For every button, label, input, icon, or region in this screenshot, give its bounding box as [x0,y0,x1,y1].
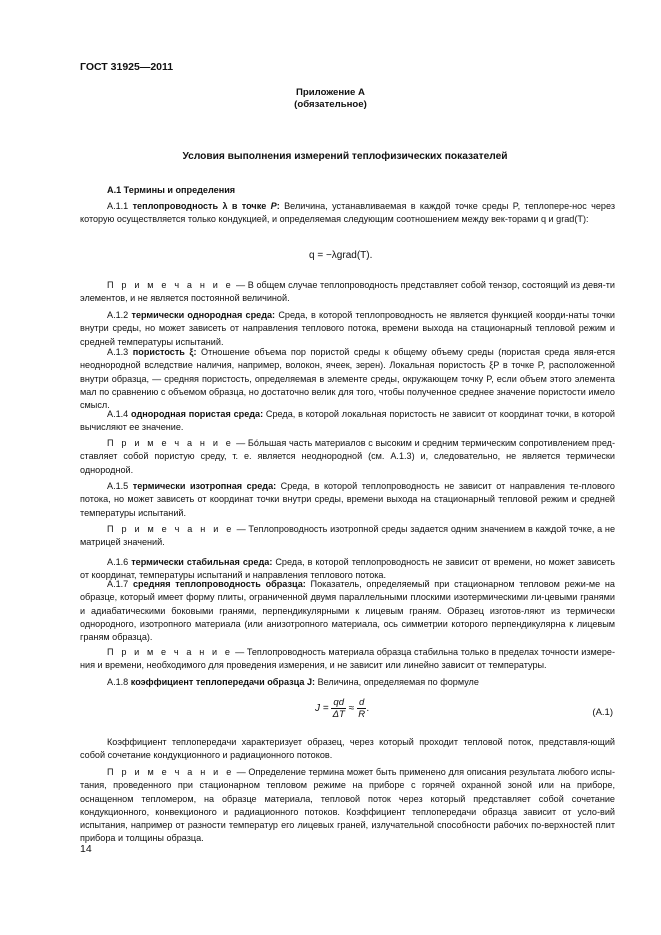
formula-heat-flux: q = −λgrad(T). [309,250,373,261]
page-number: 14 [80,843,92,855]
standard-header: ГОСТ 31925—2011 [80,61,174,73]
section-title: Условия выполнения измерений теплофизических показателей [182,151,508,162]
appendix-title: Приложение А [296,87,365,98]
definition-a14: А.1.4 однородная пористая среда: Среда, в которой локальная пористость не зависит от координат точки, в которой вычисляют ее значение. [80,409,615,433]
definition-a11: А.1.1 теплопроводность λ в точке P: Величина, устанавливаемая в каждой точке среды P, теплопере-нос через которую осуществляется только кондукцией, и определяемая следующим соотношением между век-торами q и grad(T): [80,201,615,225]
definition-a17: А.1.7 средняя теплопроводность образца: Показатель, определяемый при стационарном тепловом режи-ме на образце, который имеет форму плиты, ограниченной двумя параллельными плоскими изотермическими ли-цевыми гранями и адиабатическими боковыми гранями, перпендикулярными к лицевым граням. Образец изготов-ляют из термически однородного, изотропного материала (или анизотропного материала, ось симметрии которого перпендикулярна к лицевым граням образца). [80,579,615,643]
note-4: П р и м е ч а н и е — Теплопроводность материала образца стабильна только в пределах точности измере-ния и времени, необходимого для проведения измерения, и не зависит или линейно зависит от температуры. [80,647,615,671]
definition-a13: А.1.3 пористость ξ: Отношение объема пор пористой среды к общему объему среды (пористая среда явля-ется неоднородной вследствие наличия, например, волокон, ячеек, зерен). Локальная пористость ξP в точке P, расположенной внутри образца, — средняя пористость, определяемая в элементе среды, окружающем точку P, если объем этого элемента мал по сравнению с объемом образца, но достаточно велик для того, чтобы полученное среднее значение пористости имело смысл. [80,347,615,411]
paragraph-coefficient: Коэффициент теплопередачи характеризует образец, через который проходит тепловой поток, представля-ющий собой сочетание кондукционного и радиационного потоков. [80,737,615,761]
formula-heat-transfer-coefficient: J = $\frac{qd}{\Delta T}$ ≈ $\frac{d}{R}$ . [315,697,370,720]
definition-a15: А.1.5 термически изотропная среда: Среда, в которой теплопроводность не зависит от направления те-плового потока, но может зависеть от координат точки внутри среды, времени выхода на стационарный тепловой режим и средней температуры испытаний. [80,481,615,518]
equation-number: (А.1) [592,707,613,718]
note-1: П р и м е ч а н и е — В общем случае теплопроводность представляет собой тензор, состоящий из девя-ти элементов, и не является постоянной величиной. [80,280,615,304]
definition-a18: А.1.8 коэффициент теплопередачи образца J: Величина, определяемая по формуле [107,677,479,687]
definition-a12: А.1.2 термически однородная среда: Среда, в которой теплопроводность не является функцией коорди-наты точки внутри среды, но может зависеть от направления теплового потока, времени выхода на стационарный тепловой режим и средней температуры испытаний. [80,310,616,347]
subsection-heading: А.1 Термины и определения [107,185,236,195]
definition-a16: А.1.6 термически стабильная среда: Среда, в которой теплопроводность не зависит от времени, но может зависеть от координат, температуры испытаний и направления теплового потока. [80,557,615,581]
note-2: П р и м е ч а н и е — Бóльшая часть материалов с высоким и средним термическим сопротивлением пред-ставляет собой пористую среду, т. е. является неоднородной (см. А.1.3) и, следовательно, не является термически однородной. [80,438,616,475]
appendix-status: (обязательное) [294,99,367,110]
note-5: П р и м е ч а н и е — Определение термина может быть применено для описания результата любого испы-тания, проведенного при стационарном тепловом режиме на приборе с горячей охранной зоной или на приборе, оснащенном тепломером, на образце материала, тепловой поток через который представляет собой сочетание кондукционного, конвекционого и радиационного потоков. Коэффициент теплопередачи образца зависит от усло-вий испытания, например от разности температур его лицевых граней, излучательной способности рабочих по-верхностей плит прибора и толщины образца. [80,767,615,844]
note-3: П р и м е ч а н и е — Теплопроводность изотропной среды задается одним значением в каждой точке, а не матрицей значений. [80,524,616,548]
